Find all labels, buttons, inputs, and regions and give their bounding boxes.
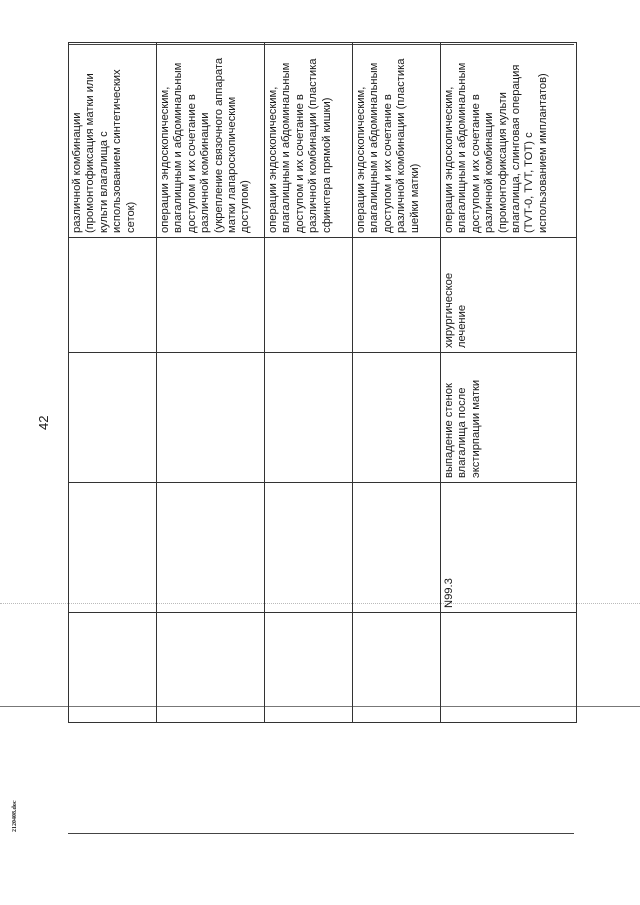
cell-diagnosis (265, 353, 353, 483)
cell-code (157, 483, 265, 613)
cell-treatment (265, 238, 353, 353)
cell-treatment (157, 238, 265, 353)
cell-diagnosis (157, 353, 265, 483)
cell-code (69, 483, 157, 613)
cell-treatment (353, 238, 441, 353)
cell-code (353, 483, 441, 613)
cell-empty (157, 613, 265, 723)
cell-method: операции эндоскопическим, влагалищным и абдоминальным доступом и их сочетание в различной комбинации (укрепление связочного аппарата матки лапароскопическим доступом) (157, 43, 265, 238)
cell-treatment (69, 238, 157, 353)
cell-method: операции эндоскопическим, влагалищным и абдоминальным доступом и их сочетание в различной комбинации (промонтофиксация культи влагалища, слинговая операция (TVT-0, TVT, TOT) с использованием имплантатов) (441, 43, 577, 238)
cell-empty (265, 613, 353, 723)
cell-diagnosis (69, 353, 157, 483)
cell-code (265, 483, 353, 613)
bottom-rule (68, 833, 574, 834)
cell-treatment: хирургическое лечение (441, 238, 577, 353)
cell-code: N99.3 (441, 483, 577, 613)
table-row (69, 43, 157, 723)
table-row (265, 43, 353, 723)
cell-diagnosis (353, 353, 441, 483)
cell-empty (353, 613, 441, 723)
cell-method: операции эндоскопическим, влагалищным и абдоминальным доступом и их сочетание в различной комбинации (пластика сфинктера прямой кишки) (265, 43, 353, 238)
treatment-table (68, 42, 577, 723)
cell-diagnosis: выпадение стенок влагалища после экстирпации матки (441, 353, 577, 483)
cell-empty (69, 613, 157, 723)
rotated-table-sheet (68, 43, 576, 723)
cell-method: операции эндоскопическим, влагалищным и абдоминальным доступом и их сочетание в различной комбинации (пластика шейки матки) (353, 43, 441, 238)
table-row (157, 43, 265, 723)
cell-method: различной комбинации (промонтофиксация матки или культи влагалища с использованием синтетических сеток) (69, 43, 157, 238)
file-mark: 2120408.doc (12, 800, 18, 832)
cell-empty (441, 613, 577, 723)
table-row (353, 43, 441, 723)
table-row (441, 43, 577, 723)
page-number: 42 (36, 415, 51, 430)
